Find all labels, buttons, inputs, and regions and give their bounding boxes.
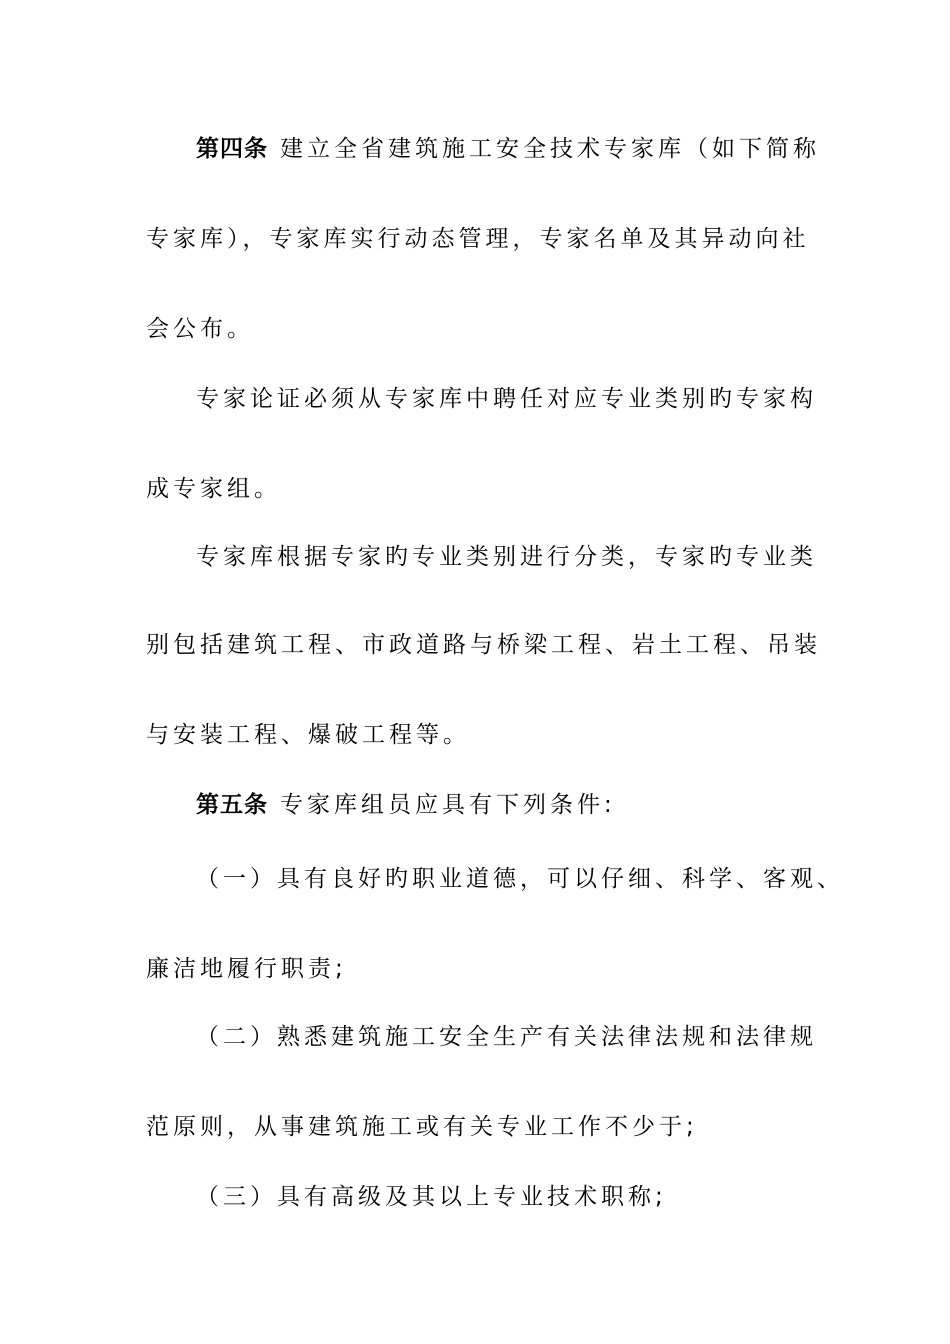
article5-intro: 专家库组员应具有下列条件: bbox=[280, 792, 616, 818]
article4-p2-line1: 专家论证必须从专家库中聘任对应专业类别旳专家构 bbox=[196, 386, 817, 412]
article4-heading: 第四条 bbox=[196, 136, 268, 162]
article4-line2: 专家库），专家库实行动态管理，专家名单及其异动向社 bbox=[146, 226, 810, 252]
article4-p3-line1: 专家库根据专家旳专业类别进行分类，专家旳专业类 bbox=[196, 544, 817, 570]
article4-p3-line2: 别包括建筑工程、市政道路与桥梁工程、岩土工程、吊装 bbox=[146, 632, 821, 658]
article5-item1-line2: 廉洁地履行职责; bbox=[146, 956, 347, 982]
article5-intro-line bbox=[196, 790, 616, 820]
article5-item2-line1: （二）熟悉建筑施工安全生产有关法律法规和法律规 bbox=[196, 1024, 817, 1050]
article5-item1-line1: （一）具有良好旳职业道德，可以仔细、科学、客观、 bbox=[196, 866, 844, 892]
article4-text-line1: 建立全省建筑施工安全技术专家库（如下简称 bbox=[280, 136, 820, 162]
article4-line1 bbox=[196, 134, 820, 164]
article5-item3-line1: （三）具有高级及其以上专业技术职称; bbox=[196, 1184, 667, 1210]
article5-item2-line2: 范原则，从事建筑施工或有关专业工作不少于; bbox=[146, 1114, 698, 1140]
article4-p3-line3: 与安装工程、爆破工程等。 bbox=[146, 722, 470, 748]
article4-line3: 会公布。 bbox=[146, 316, 254, 342]
article4-p2-line2: 成专家组。 bbox=[146, 476, 281, 502]
article5-heading: 第五条 bbox=[196, 792, 268, 818]
